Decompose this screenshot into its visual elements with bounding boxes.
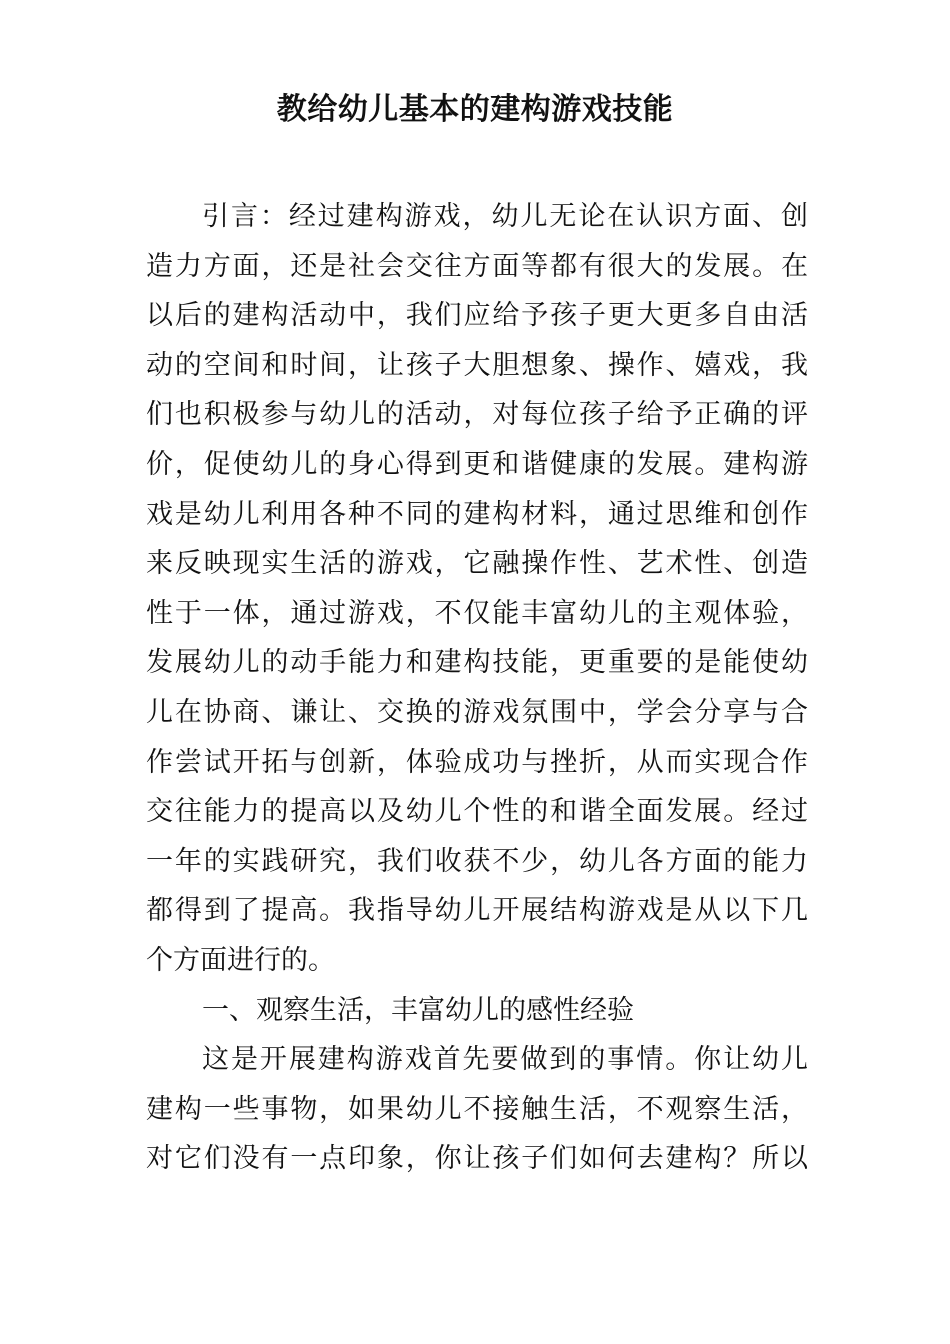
document-title: 教给幼儿基本的建构游戏技能	[276, 92, 674, 127]
paragraph-line: 建构一些事物，如果幼儿不接触生活，不观察生活，	[146, 1093, 808, 1125]
paragraph-line: 性于一体，通过游戏，不仅能丰富幼儿的主观体验，	[146, 597, 808, 629]
paragraph-line: 造力方面，还是社会交往方面等都有很大的发展。在	[146, 250, 808, 282]
paragraph-line: 来反映现实生活的游戏，它融操作性、艺术性、创造	[146, 548, 808, 580]
paragraph-line: 引言：经过建构游戏，幼儿无论在认识方面、创	[202, 201, 808, 232]
paragraph-line: 发展幼儿的动手能力和建构技能，更重要的是能使幼	[146, 647, 808, 679]
paragraph-line: 都得到了提高。我指导幼儿开展结构游戏是从以下几	[146, 895, 808, 927]
paragraph-line: 一年的实践研究，我们收获不少，幼儿各方面的能力	[146, 845, 808, 877]
paragraph-line: 个方面进行的。	[146, 944, 335, 976]
paragraph-line: 以后的建构活动中，我们应给予孩子更大更多自由活	[146, 300, 808, 332]
document-body	[146, 192, 808, 1184]
paragraph-line: 动的空间和时间，让孩子大胆想象、操作、嬉戏，我	[146, 349, 808, 381]
paragraph-line: 作尝试开拓与创新，体验成功与挫折，从而实现合作	[146, 746, 808, 778]
paragraph-line: 对它们没有一点印象，你让孩子们如何去建构？所以	[146, 1143, 808, 1175]
paragraph-line: 价，促使幼儿的身心得到更和谐健康的发展。建构游	[146, 448, 808, 480]
paragraph-line: 儿在协商、谦让、交换的游戏氛围中，学会分享与合	[146, 696, 808, 728]
paragraph-line: 戏是幼儿利用各种不同的建构材料，通过思维和创作	[146, 498, 808, 530]
paragraph-line: 们也积极参与幼儿的活动，对每位孩子给予正确的评	[146, 399, 808, 431]
paragraph-line: 交往能力的提高以及幼儿个性的和谐全面发展。经过	[146, 796, 808, 828]
paragraph-line: 这是开展建构游戏首先要做到的事情。你让幼儿	[202, 1044, 808, 1076]
section-heading: 一、观察生活，丰富幼儿的感性经验	[202, 994, 634, 1026]
